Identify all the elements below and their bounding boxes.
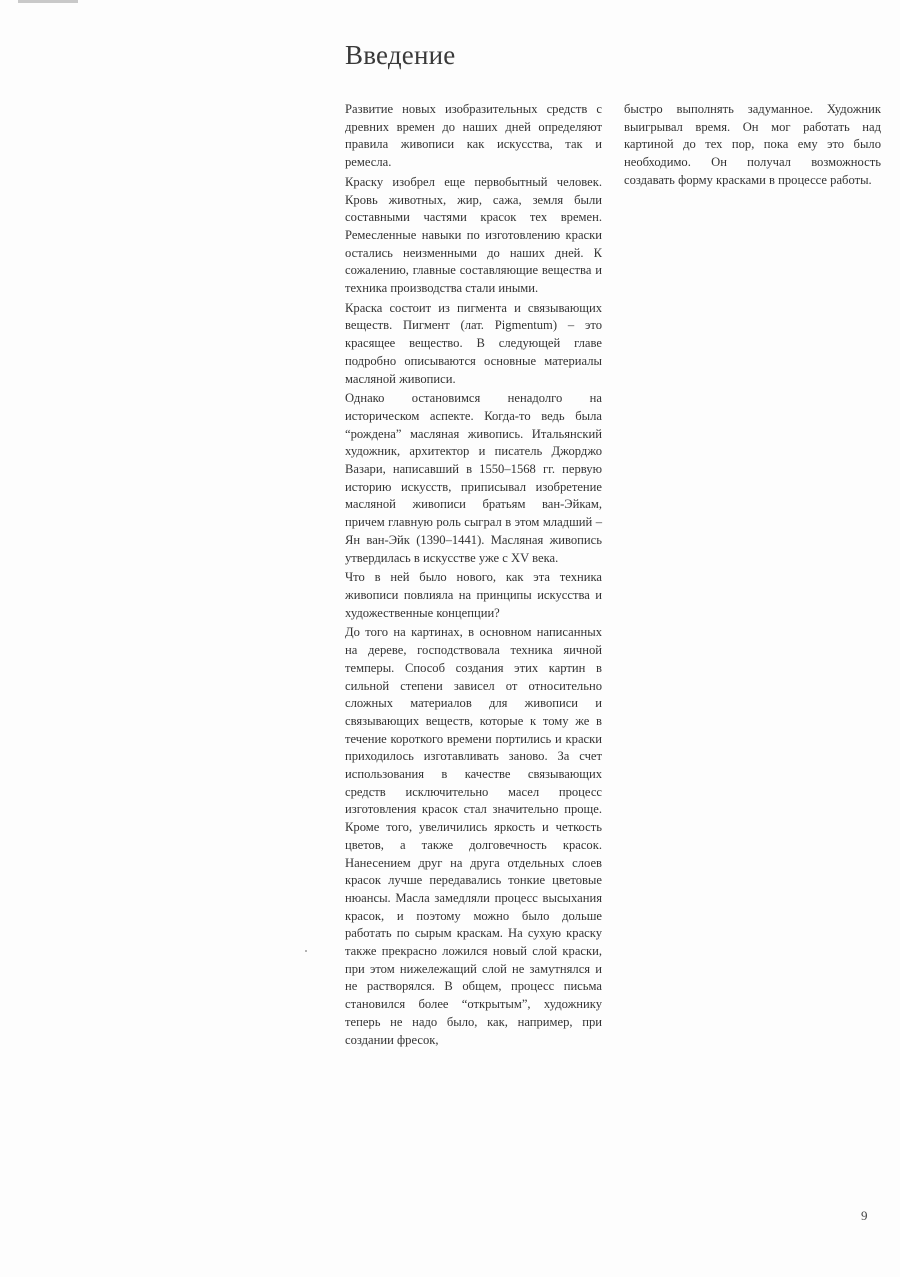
right-text-column: [624, 101, 881, 192]
paragraph: Что в ней было нового, как эта техника живописи повлияла на принципы искусства и художественные концепции?: [345, 570, 602, 620]
scan-edge-mark: [18, 0, 78, 3]
paragraph: Развитие новых изобразительных средств с древних времен до наших дней определяют правила живописи как искусства, так и ремесла.: [345, 102, 602, 170]
paragraph: быстро выполнять задуманное. Художник выигрывал время. Он мог работать над картиной до тех пор, пока ему это было необходимо. Он получал возможность создавать форму красками в процессе работы.: [624, 102, 881, 187]
paragraph: Краску изобрел еще первобытный человек. Кровь животных, жир, сажа, земля были составными частями красок тех времен. Ремесленные навыки по изготовлению краски остались неизменными до наших дней. К сожалению, главные составляющие вещества и техника производства стали иными.: [345, 174, 602, 296]
paragraph: Однако остановимся ненадолго на историческом аспекте. Когда-то ведь была “рождена” масляная живопись. Итальянский художник, архитектор и писатель Джорджо Вазари, написавший в 1550–1568 гг. первую историю искусств, приписывал изобретение масляной живописи братьям ван-Эйкам, причем главную роль сыграл в этом младший – Ян ван-Эйк (1390–1441). Масляная живопись утвердилась в искусстве уже с XV века.: [345, 391, 602, 565]
scan-speck: [305, 950, 307, 952]
page-title: Введение: [345, 40, 456, 70]
left-text-column: [345, 101, 602, 1051]
paragraph: Краска состоит из пигмента и связывающих веществ. Пигмент (лат. Pigmentum) – это красящее вещество. В следующей главе подробно описываются основные материалы масляной живописи.: [345, 300, 602, 386]
paragraph: До того на картинах, в основном написанных на дереве, господствовала техника яичной темперы. Способ создания этих картин в сильной степени зависел от относительно сложных материалов для живописи и связывающих веществ, которые к тому же в течение короткого времени портились и краски приходилось изготавливать заново. За счет использования в качестве связывающих средств исключительно масел процесс изготовления красок стал значительно проще. Кроме того, увеличились яркость и четкость цветов, а также долговечность красок. Нанесением друг на друга отдельных слоев красок лучше передавались тонкие цветовые нюансы. Масла замедляли процесс высыхания красок, и поэтому можно было дольше работать по сырым краскам. На сухую краску также прекрасно ложился новый слой краски, при этом нижележащий слой не замутнялся и не растворялся. В общем, процесс письма становился более “открытым”, художнику теперь не надо было, как, например, при создании фресок,: [345, 625, 602, 1047]
page-number: 9: [861, 1208, 868, 1223]
